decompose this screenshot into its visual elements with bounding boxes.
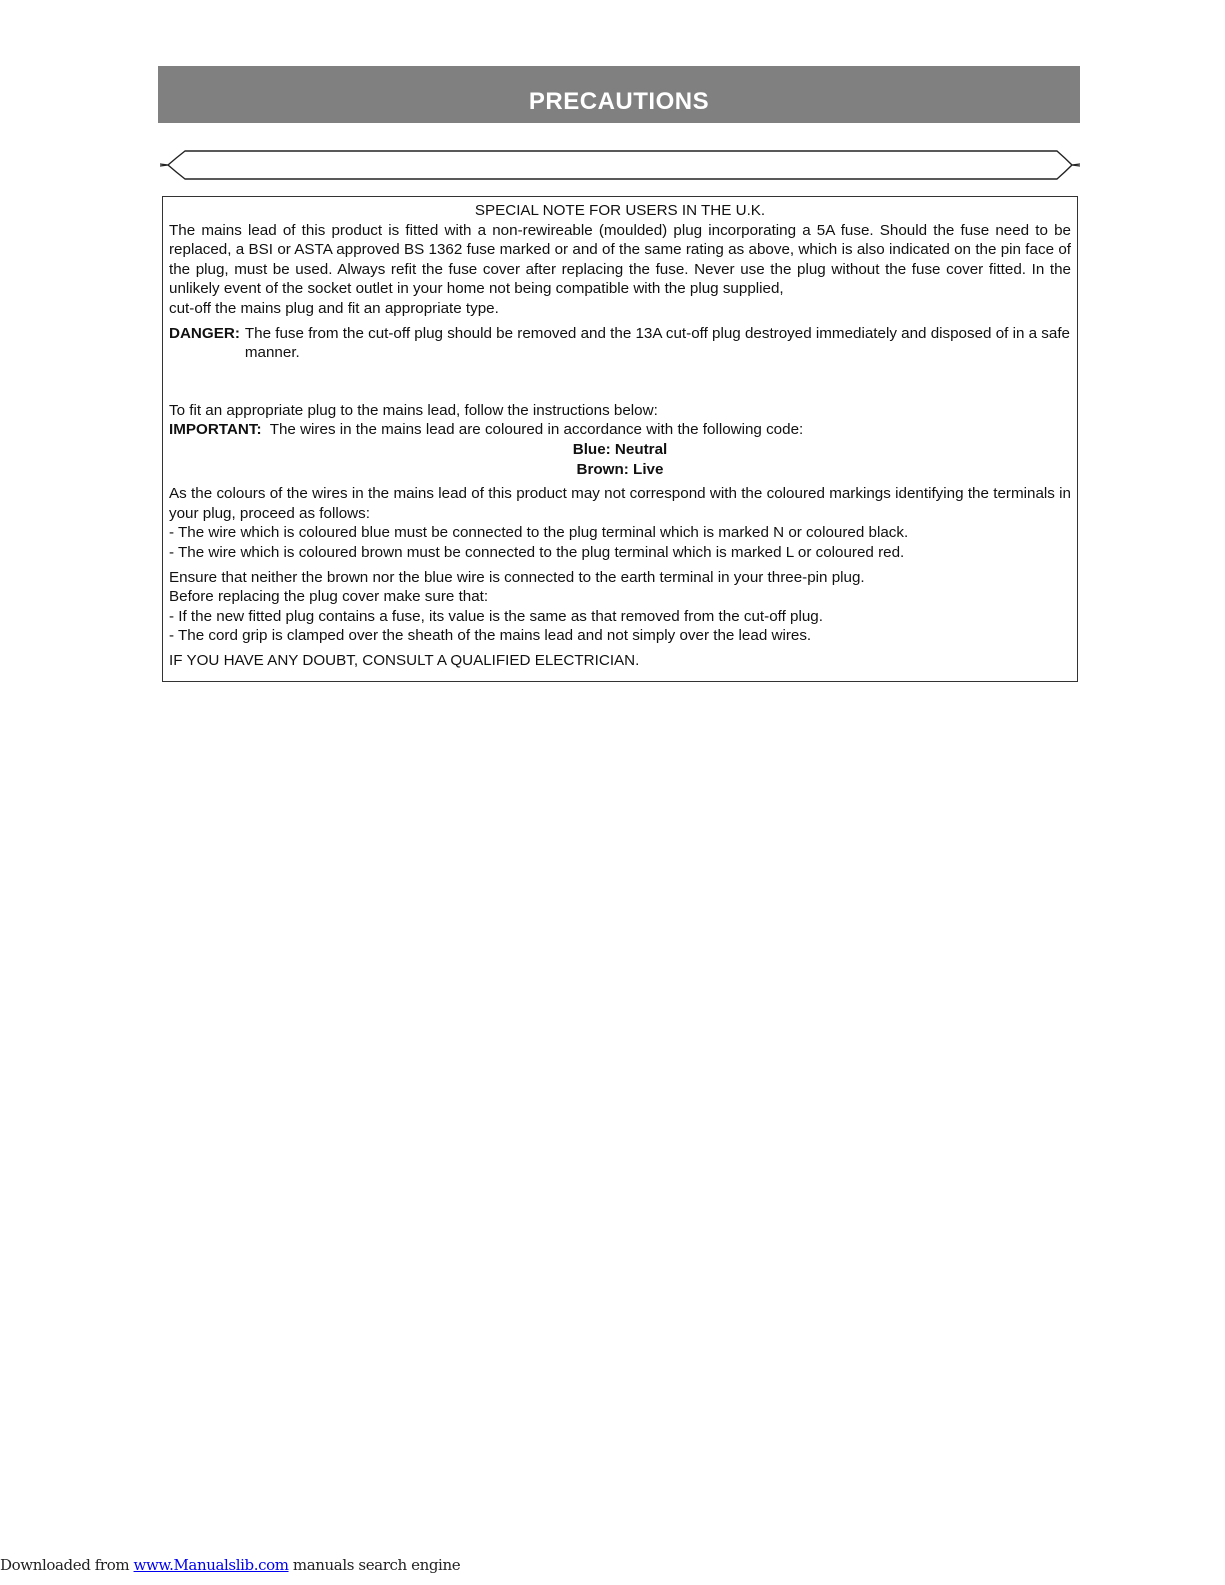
download-footer [0,1556,460,1574]
notice-intro: The mains lead of this product is fitted with a non-rewireable (moulded) plug incorporating a 5A fuse. Should the fuse need to be replaced, a BSI or ASTA approved BS 1362 fuse marked or and of the same rating as above, which is also indicated on the pin face of the plug, must be used. Always refit the fuse cover after replacing the fuse. Never use the plug without the fuse cover fitted. In the unlikely event of the socket outlet in your home not being compatible with the plug supplied, [169,221,1071,298]
header-bar [158,66,1080,123]
check-fuse: - If the new fitted plug contains a fuse, its value is the same as that removed from the cut-off plug. [169,607,823,625]
fit-instructions: To fit an appropriate plug to the mains lead, follow the instructions below: [169,401,658,419]
danger-text: The fuse from the cut-off plug should be removed and the 13A cut-off plug destroyed immediately and disposed of in a safe manner. [244,324,1071,362]
notice-heading: SPECIAL NOTE FOR USERS IN THE U.K. [474,202,766,219]
rule-blue: - The wire which is coloured blue must be connected to the plug terminal which is marked N or coloured black. [169,524,909,542]
danger-label: DANGER: [169,324,240,342]
doubt-note: IF YOU HAVE ANY DOUBT, CONSULT A QUALIFIED ELECTRICIAN. [169,651,640,669]
code-brown: Brown: Live [576,460,664,478]
danger-note [169,324,1071,363]
notice-intro-2: cut-off the mains plug and fit an appropriate type. [169,299,499,317]
uk-plug-notice [162,196,1078,682]
earth-note: Ensure that neither the brown nor the blue wire is connected to the earth terminal in your three-pin plug. [169,568,865,586]
footer-suffix: manuals search engine [288,1556,461,1574]
footer-prefix: Downloaded from [0,1556,134,1574]
important-label: IMPORTANT: [169,421,262,439]
code-blue: Blue: Neutral [572,440,668,458]
important-note [169,420,1071,440]
ribbon-divider [160,150,1080,180]
manualslib-link[interactable]: www.Manualslib.com [133,1556,289,1574]
colours-note: As the colours of the wires in the mains lead of this product may not correspond with the coloured markings identifying the terminals in your plug, proceed as follows: [169,485,1071,522]
page-title: PRECAUTIONS [528,88,710,115]
check-grip: - The cord grip is clamped over the sheath of the mains lead and not simply over the lead wires. [169,627,812,645]
important-text: The wires in the mains lead are coloured in accordance with the following code: [269,421,804,439]
before-cover: Before replacing the plug cover make sure that: [169,588,489,606]
rule-brown: - The wire which is coloured brown must be connected to the plug terminal which is marked L or coloured red. [169,543,905,561]
